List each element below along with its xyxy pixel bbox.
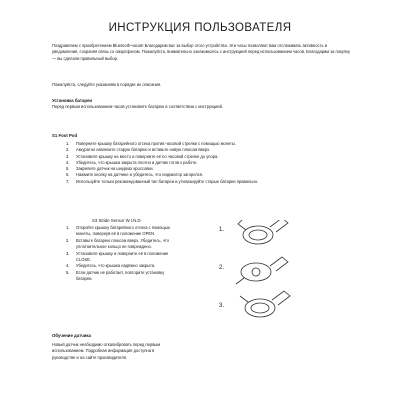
list-item: 6. Нажмите кнопку на датчике и убедитесь, что индикатор загорелся. [66, 172, 204, 178]
intro-paragraph: Поздравляем с приобретением Bluetooth-часов! Благодарим вас за выбор этого устройства. Эти часы позволяют вам отслеживать активность и уведомления, сохраняя связь со смартфоном. Пожалуйста, внимательно ознакомьтесь с инструкцией перед использованием часов. Благодарим за покупку — вы сделали правильный выбор. [52, 43, 351, 61]
list-item: 1. Откройте крышку батарейного отсека с помощью монеты, повернув её в положение OPEN. [66, 225, 170, 237]
figure-number-1: 1. [219, 227, 225, 233]
sensor-body [241, 263, 271, 281]
wind-steps-list [52, 225, 174, 283]
list-item: 3. Установите крышку на место и поверните её по часовой стрелке до упора. [66, 153, 219, 159]
list-item: 4. Убедитесь, что крышка надёжно закрыта. [66, 263, 156, 269]
figure-number-2: 2. [219, 265, 225, 271]
list-item: 2. Вставьте батарею плюсом вверх. Убедитесь, что уплотнительное кольцо не повреждено. [66, 237, 170, 250]
wind-sensor-heading: S3 Stride Sensor W.I.N.D. [92, 218, 142, 223]
list-item: 5. Если датчик не работает, повторите установку батареи. [66, 269, 165, 282]
page-title: ИНСТРУКЦИЯ ПОЛЬЗОВАТЕЛЯ [108, 22, 292, 34]
s1-steps-list [52, 141, 352, 185]
hand-icon [272, 291, 290, 305]
battery-icon [252, 268, 260, 276]
battery-cap [249, 230, 267, 240]
care-text: Новый датчик необходимо откалибровать перед первым использованием. Подробная информация доступна в руководстве и на сайте производителя. [52, 342, 161, 360]
list-item: 4. Убедитесь, что крышка закрыта плотно и датчик готов к работе. [66, 159, 198, 165]
intro-note: Пожалуйста, следуйте указаниям в порядке их описания. [52, 82, 162, 87]
battery-text: Перед первым использованием часов установите батарею в соответствии с инструкцией. [52, 104, 224, 109]
s1-heading: S1 Foot Pod [52, 133, 78, 138]
list-item: 1. Поверните крышку батарейного отсека против часовой стрелки с помощью монеты. [66, 141, 237, 146]
battery-cap [251, 303, 269, 313]
sensor-body [245, 299, 275, 317]
sensor-illustration [226, 220, 296, 320]
list-item: 7. Используйте только рекомендованный тип батареи и утилизируйте старые батареи правильно. [66, 178, 259, 184]
list-item: 2. Аккуратно извлеките старую батарею и вставьте новую плюсом вверх. [66, 147, 211, 153]
figure-number-3: 3. [219, 303, 225, 309]
hand-icon [270, 220, 288, 232]
care-heading: Обучение датчика [52, 333, 91, 338]
battery-heading: Установка батареи [52, 98, 93, 103]
list-item: 5. Закрепите датчик на шнурках кроссовки. [66, 166, 154, 172]
list-item: 3. Установите крышку и поверните её в положение CLOSE. [66, 250, 169, 263]
hand-icon [270, 257, 288, 271]
sensor-body [243, 226, 273, 244]
